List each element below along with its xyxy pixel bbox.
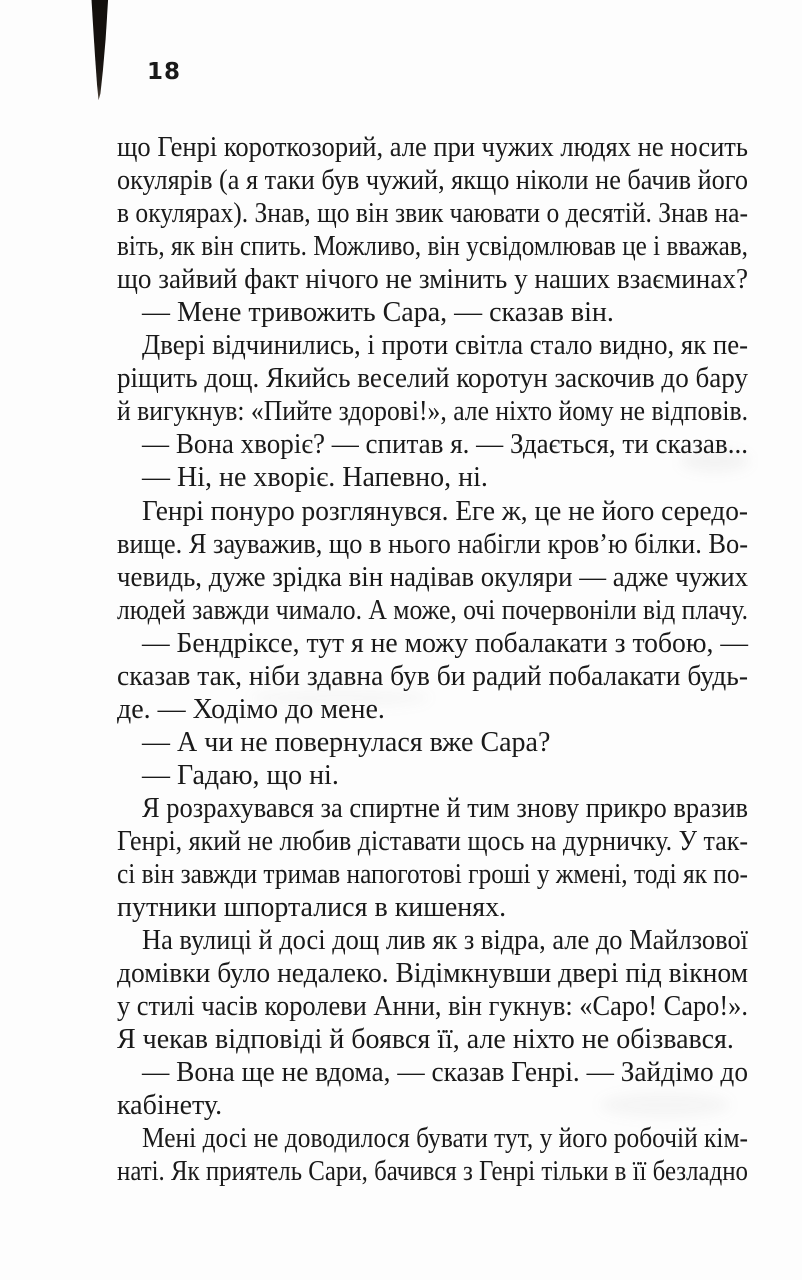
text-line-content: що Генрі короткозорий, але при чужих людях не носить: [117, 132, 748, 163]
text-line-content: — Мене тривожить Сара, — сказав він.: [142, 297, 614, 329]
text-line: [117, 660, 748, 693]
text-block: [117, 131, 748, 1189]
text-line: [117, 1089, 748, 1122]
text-line: [117, 1056, 748, 1089]
text-line: [117, 362, 748, 395]
text-line-content: Генрі, який не любив діставати щось на дурничку. У так-: [117, 825, 748, 857]
text-line-content: сказав так, ніби здавна був би радий побалакати будь-: [117, 660, 748, 692]
text-line: [117, 594, 748, 627]
text-line: [117, 561, 748, 594]
text-line-content: що зайвий факт нічого не змінить у наших взаєминах?: [117, 264, 748, 296]
text-line-content: чевидь, дуже зрідка він надівав окуляри — адже чужих: [117, 561, 748, 593]
text-line: [117, 428, 748, 461]
text-line-content: — Гадаю, що ні.: [142, 759, 339, 791]
text-line-content: — Бендріксе, тут я не можу побалакати з тобою, —: [142, 627, 748, 659]
text-line: [117, 891, 748, 924]
text-line-content: путники шпорталися в кишенях.: [117, 892, 507, 924]
text-line-content: — Ні, не хворіє. Напевно, ні.: [142, 462, 488, 494]
text-line: [117, 197, 748, 230]
text-line: [117, 395, 748, 428]
text-line-content: віть, як він спить. Можливо, він усвідомлював це і вважав,: [117, 231, 748, 263]
text-line: [117, 858, 748, 891]
page-number: 18: [147, 59, 182, 85]
text-line-content: окулярів (а я таки був чужий, якщо ніколи не бачив його: [117, 165, 748, 197]
text-line-content: Двері відчинились, і проти світла стало видно, як пе-: [142, 330, 748, 362]
text-line: [117, 164, 748, 197]
text-line-content: — Вона хворіє? — спитав я. — Здається, ти сказав...: [142, 429, 748, 461]
text-line: [117, 726, 748, 759]
text-line: [117, 990, 748, 1023]
text-line: [117, 825, 748, 858]
text-line-content: й вигукнув: «Пийте здорові!», але ніхто йому не відповів.: [117, 396, 748, 428]
text-line: [117, 957, 748, 990]
text-line-content: — А чи не повернулася вже Сара?: [142, 726, 551, 758]
text-line: [117, 759, 748, 792]
text-line-content: людей завжди чимало. А може, очі почервоніли від плачу.: [117, 594, 748, 626]
text-line: [117, 1155, 748, 1188]
text-line-content: Генрі понуро розглянувся. Еге ж, це не його середо-: [142, 495, 748, 527]
text-line-content: Я чекав відповіді й боявся її, але ніхто не обізвався.: [117, 1024, 734, 1056]
text-line: [117, 627, 748, 660]
text-line-content: ріщить дощ. Якийсь веселий коротун заскочив до бару: [117, 363, 748, 395]
text-line: [117, 263, 748, 296]
text-line-content: — Вона ще не вдома, — сказав Генрі. — Зайдімо до: [142, 1057, 748, 1089]
text-line-content: де. — Ходімо до мене.: [117, 693, 385, 725]
text-line-content: Мені досі не доводилося бувати тут, у його робочій кім-: [142, 1123, 748, 1155]
text-line: [117, 1023, 748, 1056]
text-line-content: кабінету.: [117, 1090, 223, 1122]
text-line-content: в окулярах). Знав, що він звик чаювати о десятій. Знав на-: [117, 198, 748, 230]
text-line: [117, 131, 748, 164]
text-line-content: На вулиці й досі дощ лив як з відра, але до Майлзової: [142, 925, 748, 957]
text-line: [117, 1122, 748, 1155]
text-line: [117, 329, 748, 362]
text-line: [117, 296, 748, 329]
text-line-content: наті. Як приятель Сари, бачився з Генрі тільки в її безладно: [117, 1156, 748, 1188]
text-line: [117, 495, 748, 528]
text-line: [117, 792, 748, 825]
text-line: [117, 924, 748, 957]
text-line-content: у стилі часів королеви Анни, він гукнув: «Саро! Саро!».: [117, 991, 748, 1023]
text-line: [117, 693, 748, 726]
text-line-content: сі він завжди тримав напоготові гроші у жмені, тоді як по-: [117, 859, 748, 891]
text-line-content: Я розрахувався за спиртне й тим знову прикро вразив: [142, 792, 748, 824]
text-line-content: вище. Я зауважив, що в нього набігли кров’ю білки. Во-: [117, 528, 748, 560]
text-line-content: домівки було недалеко. Відімкнувши двері під вікном: [117, 958, 748, 990]
text-line: [117, 528, 748, 561]
text-line: [117, 461, 748, 494]
text-line: [117, 230, 748, 263]
ink-smudge: [90, 0, 109, 110]
